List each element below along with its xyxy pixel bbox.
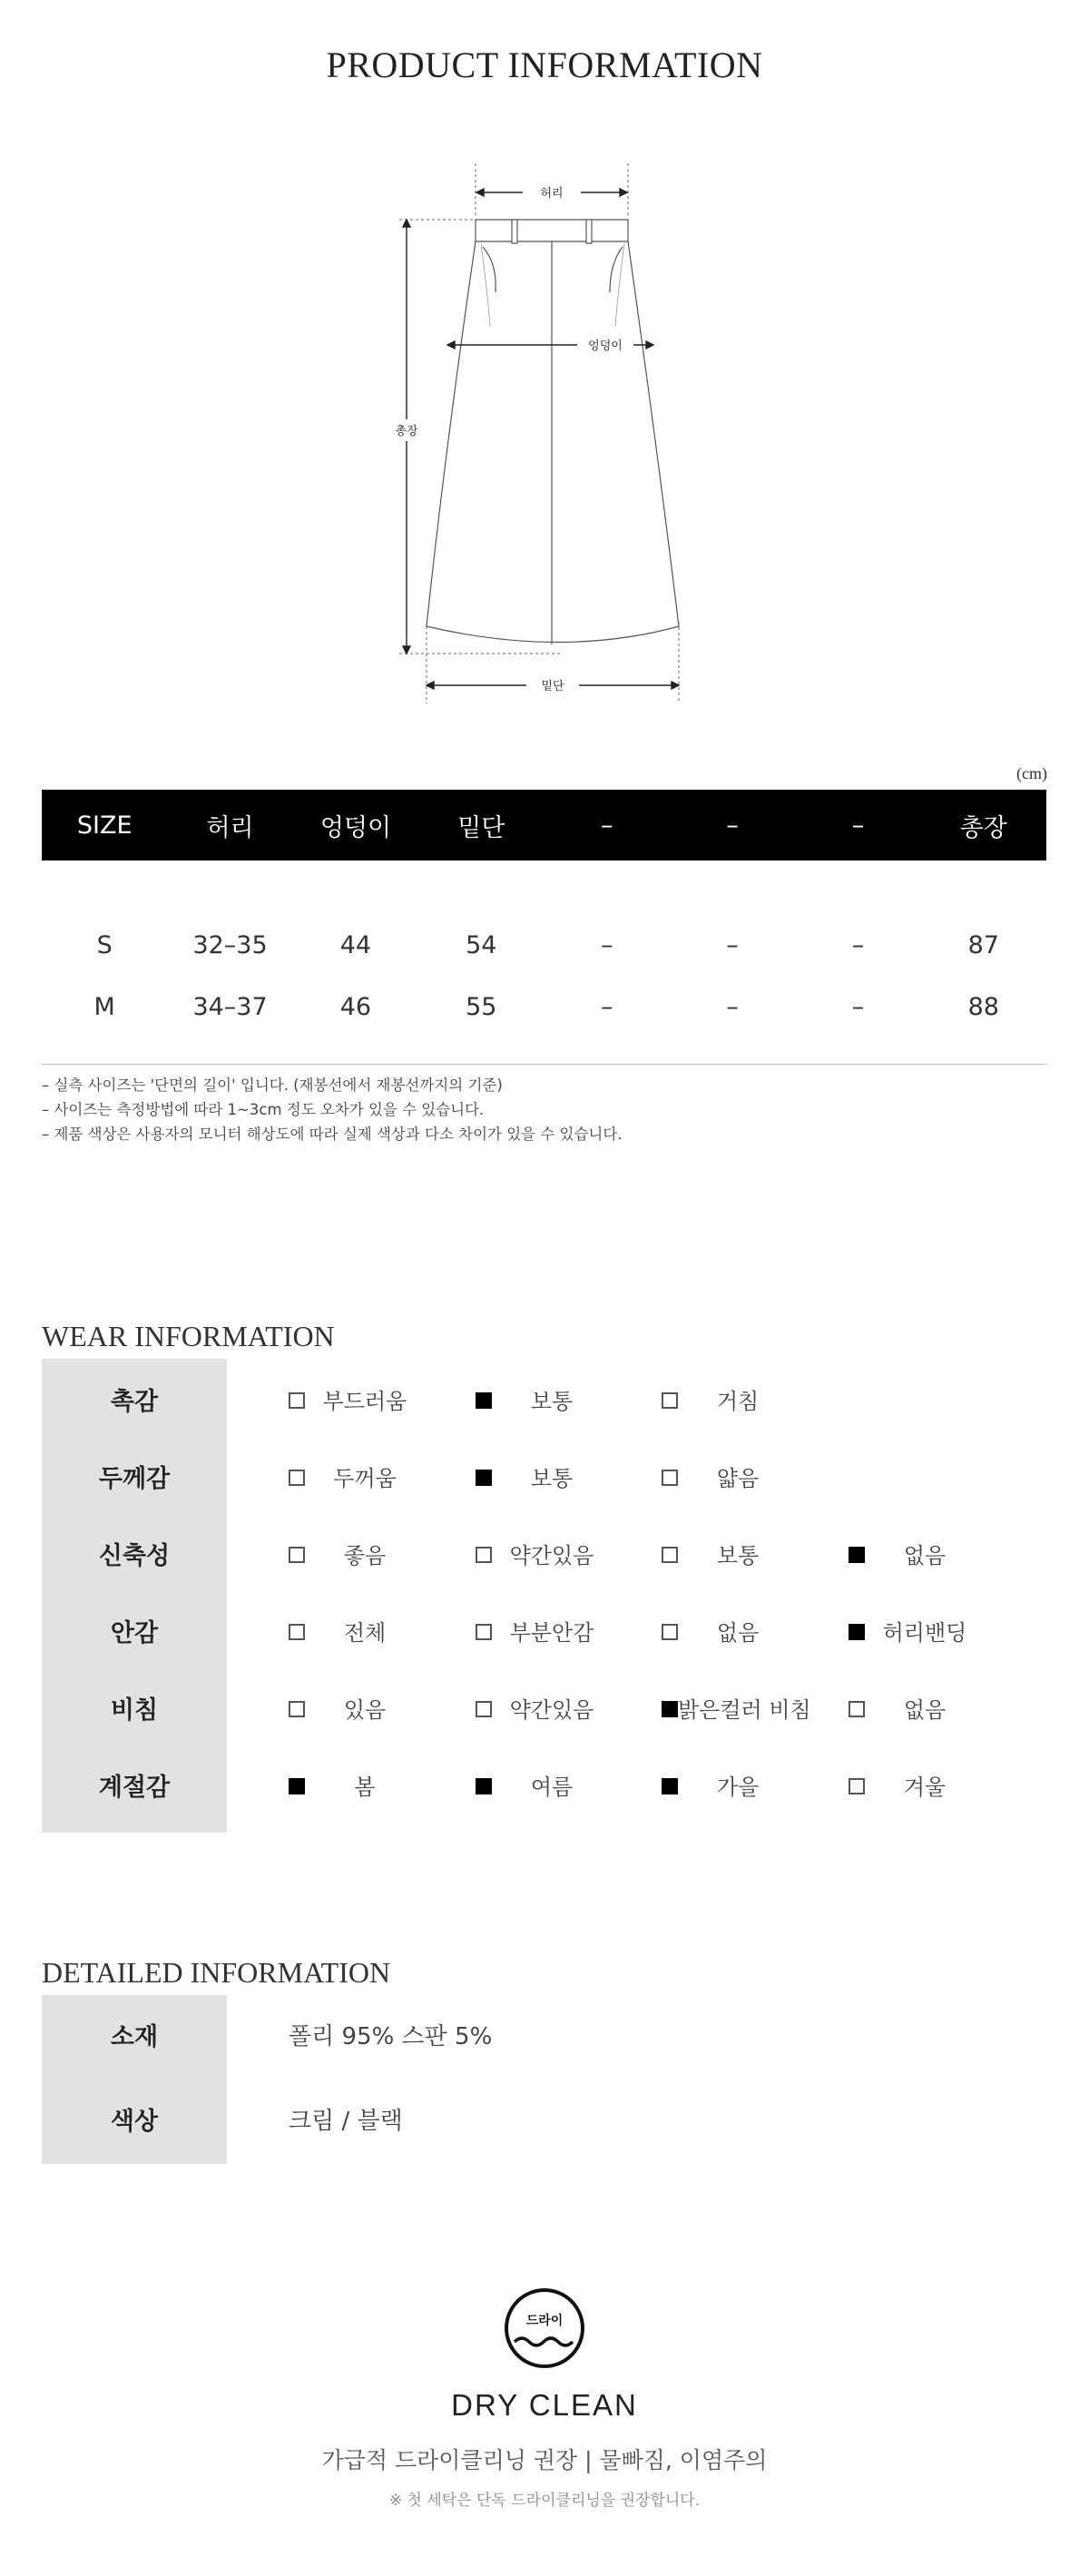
header-cell: – bbox=[600, 811, 613, 840]
wear-option bbox=[289, 1440, 475, 1518]
wear-option-label: 겨울 bbox=[903, 1775, 947, 1800]
wear-option bbox=[289, 1749, 475, 1826]
table-cell: 32–35 bbox=[192, 930, 268, 959]
wear-option-label: 가을 bbox=[716, 1775, 760, 1800]
wear-option-label: 거침 bbox=[716, 1389, 760, 1414]
wear-option-label: 보통 bbox=[530, 1389, 574, 1414]
diagram-label-hip: 엉덩이 bbox=[588, 339, 623, 353]
note-line: – 사이즈는 측정방법에 따라 1~3cm 정도 오차가 있을 수 있습니다. bbox=[42, 1101, 485, 1118]
table-cell: 55 bbox=[466, 992, 497, 1021]
care-title: DRY CLEAN bbox=[451, 2388, 638, 2422]
note-line: – 제품 색상은 사용자의 모니터 해상도에 따라 실제 색상과 다소 차이가 있을 수 있습니다. bbox=[42, 1126, 623, 1143]
wear-row bbox=[42, 1672, 1046, 1749]
table-cell: 87 bbox=[967, 930, 999, 959]
unchecked-box-icon bbox=[289, 1701, 305, 1717]
table-cell: – bbox=[851, 930, 865, 959]
table-cell: – bbox=[600, 992, 613, 1021]
size-notes bbox=[42, 1073, 623, 1146]
wear-option bbox=[849, 1749, 1035, 1826]
detail-label: 색상 bbox=[110, 2108, 159, 2136]
wear-info-title: WEAR INFORMATION bbox=[42, 1320, 335, 1352]
wear-option-label: 보통 bbox=[530, 1466, 574, 1491]
wear-option-label: 부분안감 bbox=[509, 1620, 594, 1646]
table-cell: – bbox=[851, 992, 865, 1021]
wear-option bbox=[662, 1672, 848, 1749]
wear-option-label: 봄 bbox=[354, 1775, 376, 1800]
wear-option bbox=[662, 1595, 848, 1672]
table-cell: 88 bbox=[967, 992, 999, 1021]
wear-option-label: 여름 bbox=[530, 1775, 574, 1800]
table-cell: 46 bbox=[339, 992, 372, 1021]
detail-row-color bbox=[42, 2079, 1046, 2164]
care-note: ※ 첫 세탁은 단독 드라이클리닝을 권장합니다. bbox=[388, 2492, 701, 2510]
table-row bbox=[42, 979, 1046, 1034]
wear-option bbox=[476, 1518, 662, 1595]
wear-row bbox=[42, 1363, 1046, 1440]
header-cell: 엉덩이 bbox=[319, 813, 392, 842]
wear-option bbox=[662, 1518, 848, 1595]
diagram-label-waist: 허리 bbox=[540, 187, 564, 201]
skirt-diagram bbox=[345, 163, 726, 708]
wear-option bbox=[476, 1595, 662, 1672]
wear-row-label: 촉감 bbox=[110, 1388, 159, 1416]
detail-label: 소재 bbox=[110, 2023, 159, 2051]
wear-option-label: 두꺼움 bbox=[333, 1466, 397, 1491]
table-cell: 54 bbox=[466, 930, 497, 959]
dry-clean-icon bbox=[502, 2286, 587, 2371]
wear-option bbox=[849, 1518, 1035, 1595]
detail-value: 크림 / 블랙 bbox=[289, 2108, 403, 2135]
wear-option bbox=[662, 1749, 848, 1826]
table-cell: – bbox=[726, 930, 739, 959]
skirt-outline bbox=[427, 220, 679, 643]
detail-info-title: DETAILED INFORMATION bbox=[42, 1956, 391, 1989]
unchecked-box-icon bbox=[289, 1624, 305, 1640]
wear-row-label: 비침 bbox=[110, 1696, 159, 1725]
wear-option bbox=[662, 1363, 848, 1440]
wear-option-label: 없음 bbox=[903, 1543, 947, 1568]
header-cell: 밑단 bbox=[457, 813, 505, 842]
unchecked-box-icon bbox=[662, 1392, 678, 1409]
wear-option bbox=[289, 1672, 475, 1749]
unchecked-box-icon bbox=[289, 1547, 305, 1563]
wear-option-label: 없음 bbox=[716, 1620, 760, 1646]
header-cell: 총장 bbox=[959, 813, 1007, 842]
unchecked-box-icon bbox=[289, 1392, 305, 1409]
unchecked-box-icon bbox=[476, 1547, 492, 1563]
dry-clean-icon-label: 드라이 bbox=[525, 2314, 564, 2328]
unchecked-box-icon bbox=[289, 1470, 305, 1486]
care-description: 가급적 드라이클리닝 권장 | 물빠짐, 이염주의 bbox=[321, 2447, 768, 2473]
divider bbox=[42, 1064, 1046, 1065]
diagram-label-hem: 밑단 bbox=[541, 680, 564, 693]
wear-option bbox=[289, 1595, 475, 1672]
wear-option bbox=[476, 1672, 662, 1749]
wear-row-label: 신축성 bbox=[98, 1542, 171, 1570]
wear-info-table bbox=[42, 1359, 1046, 1833]
product-info-title: PRODUCT INFORMATION bbox=[326, 44, 763, 85]
wear-row-label: 안감 bbox=[110, 1619, 159, 1647]
wear-row bbox=[42, 1595, 1046, 1672]
wear-option-label: 약간있음 bbox=[509, 1697, 594, 1723]
wear-option-label: 허리밴딩 bbox=[882, 1620, 967, 1646]
size-table-header bbox=[42, 790, 1046, 860]
wear-option-label: 부드러움 bbox=[322, 1389, 407, 1414]
table-cell: 44 bbox=[339, 930, 372, 959]
wear-option-label: 없음 bbox=[903, 1697, 947, 1723]
wear-row bbox=[42, 1749, 1046, 1826]
table-cell: – bbox=[726, 992, 739, 1021]
detail-value: 폴리 95% 스판 5% bbox=[289, 2023, 493, 2050]
wear-option-label: 밝은컬러 비침 bbox=[678, 1697, 811, 1723]
wear-row bbox=[42, 1518, 1046, 1595]
wear-option bbox=[289, 1363, 475, 1440]
unchecked-box-icon bbox=[662, 1547, 678, 1563]
checked-box-icon bbox=[662, 1778, 678, 1794]
wear-option bbox=[476, 1749, 662, 1826]
wear-option-label: 있음 bbox=[343, 1697, 387, 1723]
header-cell: – bbox=[851, 811, 865, 840]
unchecked-box-icon bbox=[476, 1624, 492, 1640]
table-cell: – bbox=[600, 930, 613, 959]
table-cell: 34–37 bbox=[192, 992, 268, 1021]
wear-option-label: 보통 bbox=[716, 1543, 760, 1568]
note-line: – 실측 사이즈는 '단면의 길이' 입니다. (재봉선에서 재봉선까지의 기준) bbox=[42, 1077, 503, 1094]
checked-box-icon bbox=[476, 1470, 492, 1486]
wear-option-label: 전체 bbox=[343, 1620, 387, 1646]
diagram-label-total-length: 총장 bbox=[395, 425, 418, 438]
unchecked-box-icon bbox=[662, 1624, 678, 1640]
checked-box-icon bbox=[476, 1778, 492, 1794]
checked-box-icon bbox=[662, 1701, 678, 1717]
wear-option bbox=[849, 1672, 1035, 1749]
checked-box-icon bbox=[476, 1392, 492, 1409]
unchecked-box-icon bbox=[849, 1701, 865, 1717]
wear-option-label: 좋음 bbox=[343, 1543, 387, 1568]
detail-info-table bbox=[42, 1995, 1046, 2164]
wear-option bbox=[849, 1595, 1035, 1672]
wear-row-label: 계절감 bbox=[98, 1774, 171, 1802]
wear-option-label: 얇음 bbox=[716, 1466, 760, 1491]
detail-row-material bbox=[42, 1995, 1046, 2079]
wear-option bbox=[476, 1363, 662, 1440]
unit-label: (cm) bbox=[1016, 764, 1047, 782]
table-row bbox=[42, 918, 1046, 972]
wear-option bbox=[662, 1440, 848, 1518]
wear-row bbox=[42, 1440, 1046, 1518]
unchecked-box-icon bbox=[662, 1470, 678, 1486]
wear-option-label: 약간있음 bbox=[509, 1543, 594, 1568]
header-cell: SIZE bbox=[76, 811, 132, 840]
checked-box-icon bbox=[849, 1547, 865, 1563]
header-cell: – bbox=[726, 811, 739, 840]
wear-option bbox=[289, 1518, 475, 1595]
checked-box-icon bbox=[289, 1778, 305, 1794]
table-cell: S bbox=[96, 930, 113, 959]
checked-box-icon bbox=[849, 1624, 865, 1640]
unchecked-box-icon bbox=[476, 1701, 492, 1717]
unchecked-box-icon bbox=[849, 1778, 865, 1794]
table-cell: M bbox=[93, 992, 115, 1021]
wear-option bbox=[476, 1440, 662, 1518]
header-cell: 허리 bbox=[206, 813, 254, 842]
wear-row-label: 두께감 bbox=[98, 1465, 171, 1493]
